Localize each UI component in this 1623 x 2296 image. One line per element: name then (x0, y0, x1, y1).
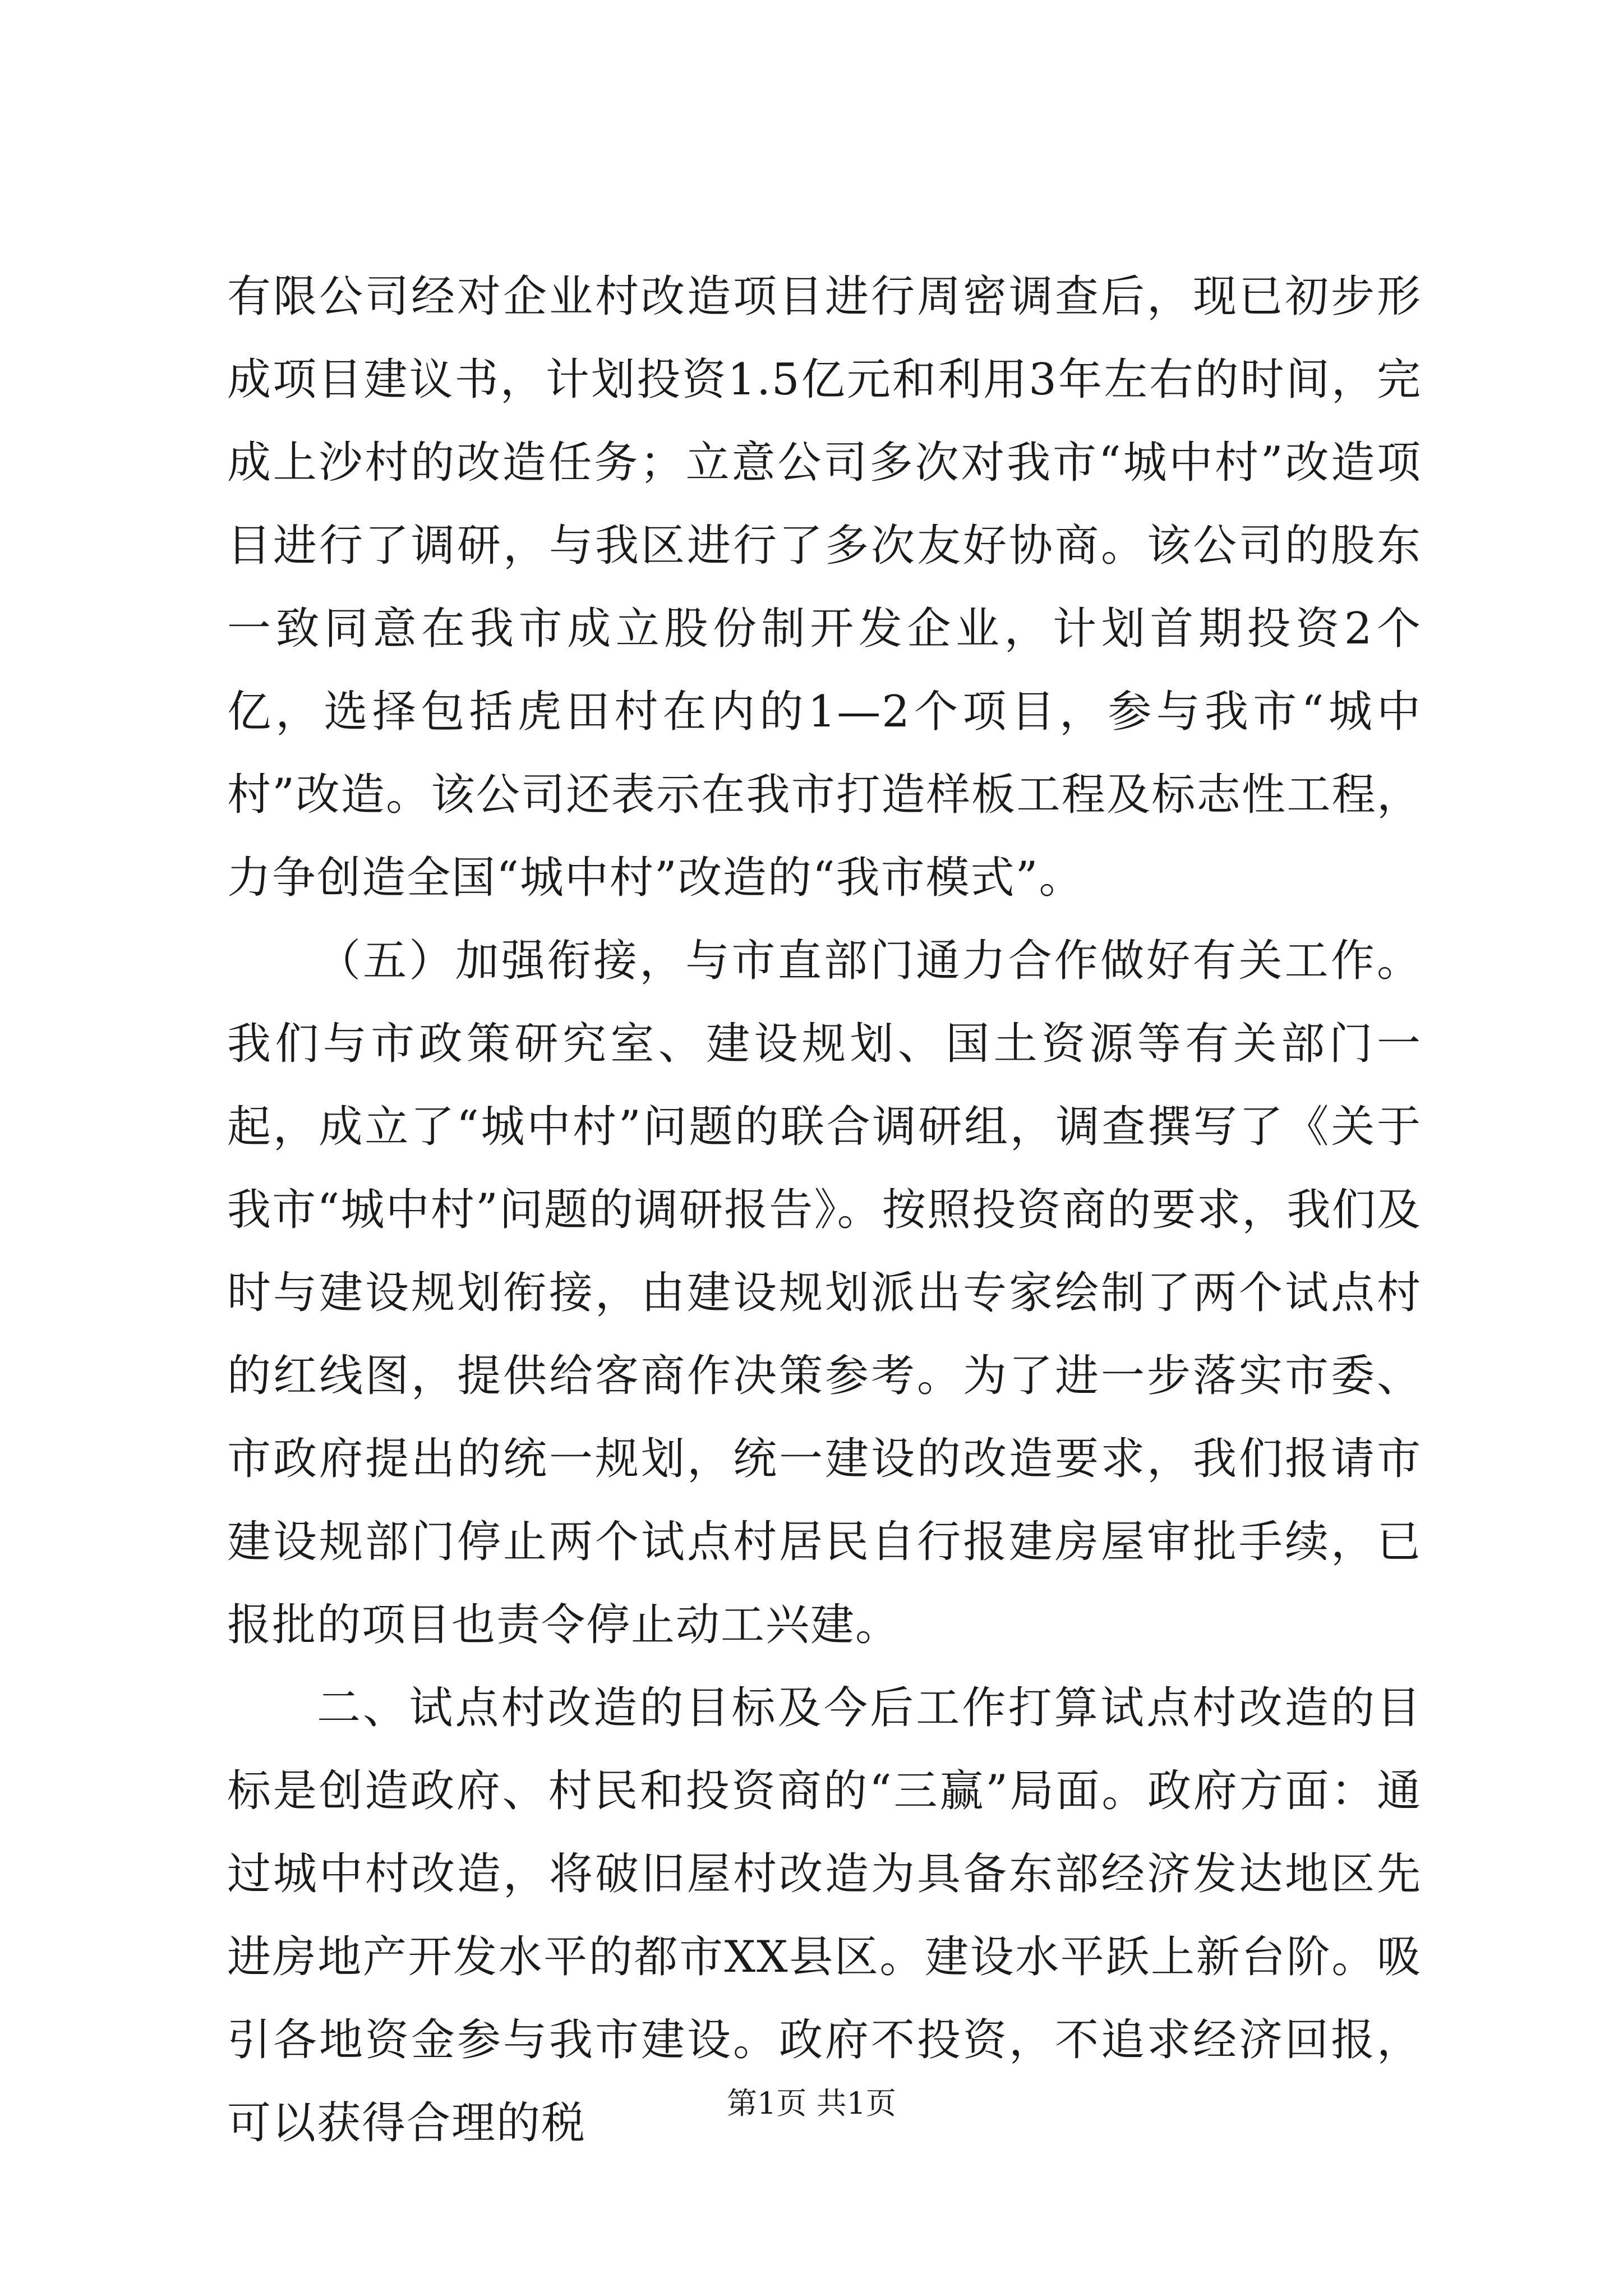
page-number-footer: 第1页 共1页 (727, 2086, 896, 2121)
paragraph-goals: 二、试点村改造的目标及今后工作打算试点村改造的目标是创造政府、村民和投资商的“三赢”局面。政府方面：通过城中村改造，将破旧屋村改造为具备东部经济发达地区先进房地产开发水平的都市XX县区。建设水平跃上新台阶。吸引各地资金参与我市建设。政府不投资，不追求经济回报，可以获得合理的税 (227, 1683, 1422, 2148)
paragraph-coordination: （五）加强衔接，与市直部门通力合作做好有关工作。我们与市政策研究室、建设规划、国土资源等有关部门一起，成立了“城中村”问题的联合调研组，调查撰写了《关于我市“城中村”问题的调研报告》。按照投资商的要求，我们及时与建设规划衔接，由建设规划派出专家绘制了两个试点村的红线图，提供给客商作决策参考。为了进一步落实市委、市政府提出的统一规划，统一建设的改造要求，我们报请市建设规部门停止两个试点村居民自行报建房屋审批手续，已报批的项目也责令停止动工兴建。 (227, 936, 1422, 1650)
paragraph-project-proposal: 有限公司经对企业村改造项目进行周密调查后，现已初步形成项目建议书，计划投资1.5亿元和利用3年左右的时间，完成上沙村的改造任务；立意公司多次对我市“城中村”改造项目进行了调研，与我区进行了多次友好协商。该公司的股东一致同意在我市成立股份制开发企业，计划首期投资2个亿，选择包括虎田村在内的1—2个项目，参与我市“城中村”改造。该公司还表示在我市打造样板工程及标志性工程，力争创造全国“城中村”改造的“我市模式”。 (227, 272, 1422, 903)
document-body (227, 255, 1422, 2165)
